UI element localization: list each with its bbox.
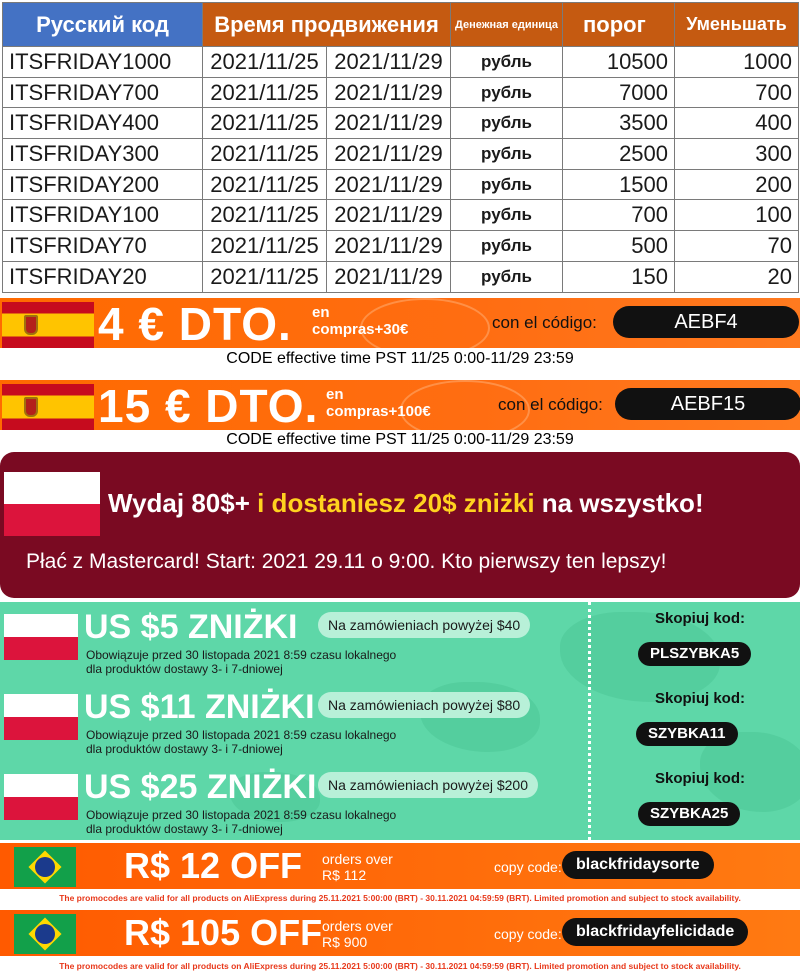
min-purchase: en compras+30€ — [312, 304, 409, 338]
coupon-minimum: Na zamówieniach powyżej $40 — [318, 612, 530, 638]
currency-cell: рубль — [451, 77, 563, 108]
copy-code-label: Skopiuj kod: — [655, 610, 745, 627]
copy-code-label: copy code: — [494, 859, 562, 875]
table-row — [3, 108, 799, 139]
reduce-cell: 70 — [675, 231, 799, 262]
start-date-cell: 2021/11/25 — [203, 261, 327, 292]
coupon-amount: US $25 ZNIŻKI — [84, 768, 317, 806]
coupon-validity: Obowiązuje przed 30 listopada 2021 8:59 czasu lokalnego dla produktów dostawy 3- i 7-dniowej — [86, 728, 397, 756]
promo-code-pill[interactable]: SZYBKA25 — [638, 802, 740, 826]
code-effective-time: CODE effective time PST 11/25 0:00-11/29 23:59 — [226, 350, 574, 367]
header-currency: Денежная единица — [451, 3, 563, 47]
promo-code-pill[interactable]: AEBF4 — [613, 306, 799, 338]
poland-flag-icon — [4, 774, 78, 820]
end-date-cell: 2021/11/29 — [327, 169, 451, 200]
threshold-cell: 2500 — [563, 139, 675, 170]
promo-code-cell[interactable]: ITSFRIDAY100 — [3, 200, 203, 231]
spain-flag-icon — [2, 384, 94, 430]
promo-code-pill[interactable]: blackfridaysorte — [562, 851, 714, 879]
min-purchase: orders over R$ 112 — [322, 851, 393, 883]
coupon-validity: Obowiązuje przed 30 listopada 2021 8:59 czasu lokalnego dla produktów dostawy 3- i 7-dniowej — [86, 808, 397, 836]
discount-amount: R$ 105 OFF — [124, 912, 323, 953]
table-header-row — [3, 3, 799, 47]
reduce-cell: 300 — [675, 139, 799, 170]
brazil-flag-icon — [14, 847, 76, 887]
table-row — [3, 261, 799, 292]
russian-code-table — [2, 2, 799, 293]
poland-flag-icon — [4, 694, 78, 740]
promo-code-pill[interactable]: SZYBKA11 — [636, 722, 738, 746]
reduce-cell: 1000 — [675, 47, 799, 78]
start-date-cell: 2021/11/25 — [203, 139, 327, 170]
table-row — [3, 231, 799, 262]
promo-terms-note: The promocodes are valid for all products on AliExpress during 25.11.2021 5:00:00 (BRT) - 30.11.2021 04:59:59 (BRT). Limited promotion and subject to stock availability. — [59, 893, 741, 903]
promo-code-cell[interactable]: ITSFRIDAY300 — [3, 139, 203, 170]
reduce-cell: 20 — [675, 261, 799, 292]
currency-cell: рубль — [451, 47, 563, 78]
threshold-cell: 700 — [563, 200, 675, 231]
currency-cell: рубль — [451, 139, 563, 170]
start-date-cell: 2021/11/25 — [203, 77, 327, 108]
code-label: con el código: — [498, 395, 603, 414]
header-code: Русский код — [3, 3, 203, 47]
start-date-cell: 2021/11/25 — [203, 108, 327, 139]
poland-flag-icon — [4, 614, 78, 660]
poland-flag-icon — [4, 472, 100, 536]
threshold-cell: 10500 — [563, 47, 675, 78]
threshold-cell: 500 — [563, 231, 675, 262]
promo-code-pill[interactable]: PLSZYBKA5 — [638, 642, 751, 666]
min-purchase: orders over R$ 900 — [322, 918, 393, 950]
poland-mastercard-banner — [0, 452, 800, 598]
coupon-minimum: Na zamówieniach powyżej $80 — [318, 692, 530, 718]
end-date-cell: 2021/11/29 — [327, 77, 451, 108]
end-date-cell: 2021/11/29 — [327, 139, 451, 170]
table-row — [3, 77, 799, 108]
brazil-banner-105off — [0, 910, 800, 956]
spain-banner-15eur — [0, 380, 800, 430]
promo-code-cell[interactable]: ITSFRIDAY400 — [3, 108, 203, 139]
coupon-minimum: Na zamówieniach powyżej $200 — [318, 772, 538, 798]
threshold-cell: 3500 — [563, 108, 675, 139]
table-row — [3, 169, 799, 200]
header-promo-time: Время продвижения — [203, 3, 451, 47]
mastercard-offer-details: Płać z Mastercard! Start: 2021 29.11 o 9:00. Kto pierwszy ten lepszy! — [26, 550, 667, 573]
discount-amount: 4 € DTO. — [98, 298, 292, 348]
brazil-banner-12off — [0, 843, 800, 889]
coupon-row — [0, 764, 800, 840]
coupon-validity: Obowiązuje przed 30 listopada 2021 8:59 czasu lokalnego dla produktów dostawy 3- i 7-dniowej — [86, 648, 397, 676]
header-reduce: Уменьшать — [675, 3, 799, 47]
start-date-cell: 2021/11/25 — [203, 169, 327, 200]
currency-cell: рубль — [451, 169, 563, 200]
copy-code-label: Skopiuj kod: — [655, 770, 745, 787]
reduce-cell: 200 — [675, 169, 799, 200]
spain-banner-4eur — [0, 298, 800, 348]
end-date-cell: 2021/11/29 — [327, 47, 451, 78]
copy-code-label: Skopiuj kod: — [655, 690, 745, 707]
table-row — [3, 200, 799, 231]
min-purchase: en compras+100€ — [326, 386, 431, 420]
coupon-amount: US $5 ZNIŻKI — [84, 608, 298, 646]
promo-code-cell[interactable]: ITSFRIDAY1000 — [3, 47, 203, 78]
end-date-cell: 2021/11/29 — [327, 261, 451, 292]
threshold-cell: 7000 — [563, 77, 675, 108]
promo-code-cell[interactable]: ITSFRIDAY70 — [3, 231, 203, 262]
reduce-cell: 700 — [675, 77, 799, 108]
discount-amount: 15 € DTO. — [98, 380, 319, 430]
currency-cell: рубль — [451, 200, 563, 231]
promo-code-pill[interactable]: blackfridayfelicidade — [562, 918, 748, 946]
currency-cell: рубль — [451, 261, 563, 292]
threshold-cell: 1500 — [563, 169, 675, 200]
brazil-flag-icon — [14, 914, 76, 954]
currency-cell: рубль — [451, 108, 563, 139]
promo-terms-note: The promocodes are valid for all products on AliExpress during 25.11.2021 5:00:00 (BRT) - 30.11.2021 04:59:59 (BRT). Limited promotion and subject to stock availability. — [59, 961, 741, 971]
end-date-cell: 2021/11/29 — [327, 200, 451, 231]
currency-cell: рубль — [451, 231, 563, 262]
coupon-amount: US $11 ZNIŻKI — [84, 688, 315, 726]
mastercard-offer-headline: Wydaj 80$+ i dostaniesz 20$ zniżki na wszystko! — [108, 488, 704, 518]
poland-coupons-panel — [0, 602, 800, 840]
reduce-cell: 100 — [675, 200, 799, 231]
table-row — [3, 47, 799, 78]
start-date-cell: 2021/11/25 — [203, 200, 327, 231]
discount-amount: R$ 12 OFF — [124, 845, 303, 886]
promo-code-pill[interactable]: AEBF15 — [615, 388, 800, 420]
coupon-row — [0, 604, 800, 682]
copy-code-label: copy code: — [494, 926, 562, 942]
end-date-cell: 2021/11/29 — [327, 231, 451, 262]
table-row — [3, 139, 799, 170]
code-effective-time: CODE effective time PST 11/25 0:00-11/29 23:59 — [226, 431, 574, 448]
end-date-cell: 2021/11/29 — [327, 108, 451, 139]
promo-code-cell[interactable]: ITSFRIDAY700 — [3, 77, 203, 108]
header-threshold: порог — [563, 3, 675, 47]
reduce-cell: 400 — [675, 108, 799, 139]
code-label: con el código: — [492, 313, 597, 332]
threshold-cell: 150 — [563, 261, 675, 292]
coupon-row — [0, 684, 800, 762]
spain-flag-icon — [2, 302, 94, 348]
start-date-cell: 2021/11/25 — [203, 231, 327, 262]
promo-code-cell[interactable]: ITSFRIDAY20 — [3, 261, 203, 292]
start-date-cell: 2021/11/25 — [203, 47, 327, 78]
promo-code-cell[interactable]: ITSFRIDAY200 — [3, 169, 203, 200]
